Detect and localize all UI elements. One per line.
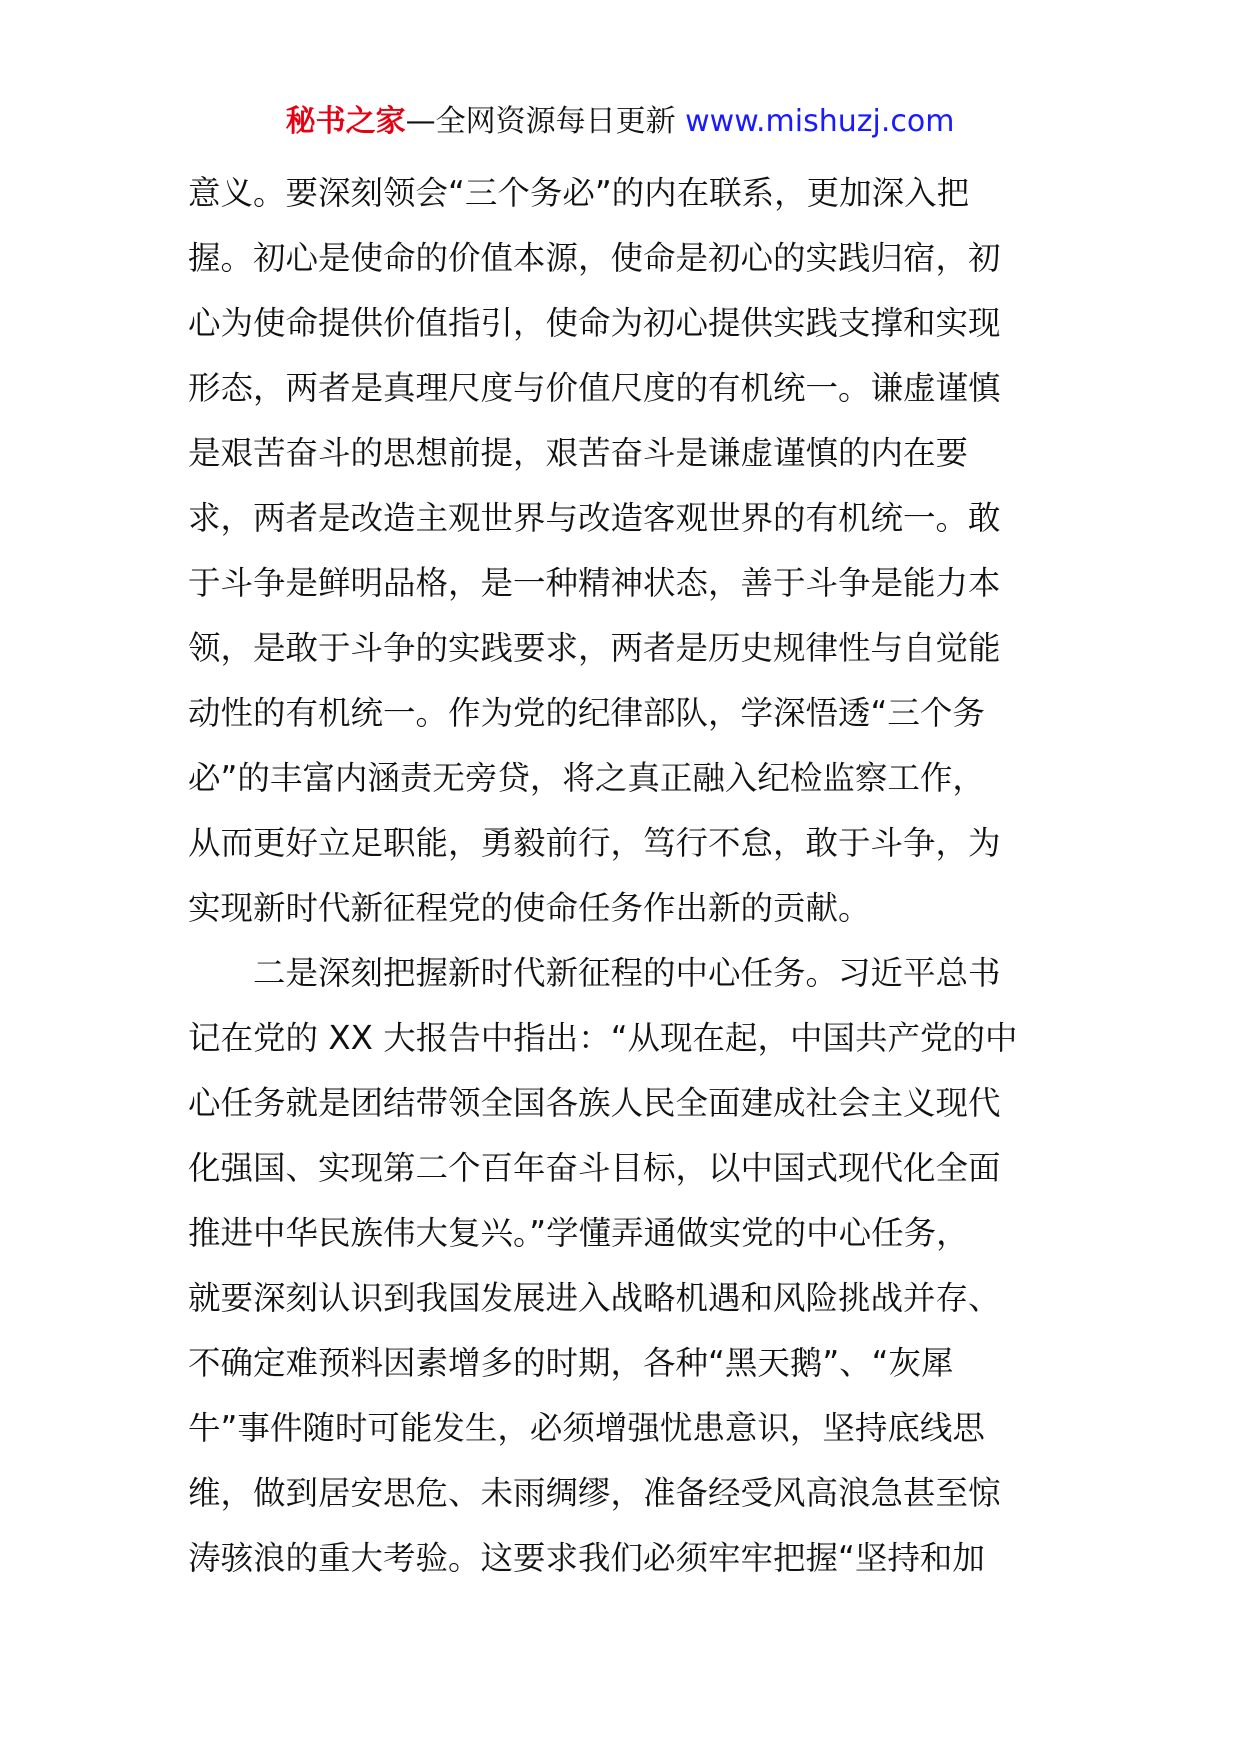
text-line: 涛骇浪的重大考验。这要求我们必须牢牢把握“坚持和加 xyxy=(188,1539,985,1577)
page-header xyxy=(0,100,1240,144)
text-line: 不确定难预料因素增多的时期，各种“黑天鹅”、“灰犀 xyxy=(188,1344,954,1382)
text-line: 是艰苦奋斗的思想前提，艰苦奋斗是谦虚谨慎的内在要 xyxy=(188,434,969,472)
site-tagline: —全网资源每日更新 xyxy=(405,104,686,139)
site-url[interactable]: www.mishuzj.com xyxy=(685,104,955,139)
text-line: 推进中华民族伟大复兴。”学懂弄通做实党的中心任务， xyxy=(188,1214,969,1252)
text-line: 心任务就是团结带领全国各族人民全面建成社会主义现代 xyxy=(188,1084,1001,1122)
text-line: 维，做到居安思危、未雨绸缪，准备经受风高浪急甚至惊 xyxy=(188,1474,1001,1512)
text-line: 化强国、实现第二个百年奋斗目标，以中国式现代化全面 xyxy=(188,1149,1001,1187)
text-line: 于斗争是鲜明品格，是一种精神状态，善于斗争是能力本 xyxy=(188,564,1001,602)
document-body xyxy=(188,161,1058,1591)
text-line: 领，是敢于斗争的实践要求，两者是历史规律性与自觉能 xyxy=(188,629,1001,667)
text-line: 就要深刻认识到我国发展进入战略机遇和风险挑战并存、 xyxy=(188,1279,1001,1317)
text-line: 动性的有机统一。作为党的纪律部队，学深悟透“三个务 xyxy=(188,694,985,732)
text-line: 牛”事件随时可能发生，必须增强忧患意识，坚持底线思 xyxy=(188,1409,985,1447)
site-brand: 秘书之家 xyxy=(285,104,406,139)
text-line: 握。初心是使命的价值本源，使命是初心的实践归宿，初 xyxy=(188,239,1001,277)
text-line: 形态，两者是真理尺度与价值尺度的有机统一。谦虚谨慎 xyxy=(188,369,1001,407)
paragraph-start-line: 二是深刻把握新时代新征程的中心任务。习近平总书 xyxy=(253,954,1001,992)
text-line: 从而更好立足职能，勇毅前行，笃行不怠，敢于斗争，为 xyxy=(188,824,1001,862)
text-line: 实现新时代新征程党的使命任务作出新的贡献。 xyxy=(188,889,871,927)
text-line: 心为使命提供价值指引，使命为初心提供实践支撑和实现 xyxy=(188,304,1001,342)
text-line: 意义。要深刻领会“三个务必”的内在联系，更加深入把 xyxy=(188,174,970,212)
text-line: 必”的丰富内涵责无旁贷，将之真正融入纪检监察工作， xyxy=(188,759,985,797)
text-line: 记在党的 XX 大报告中指出：“从现在起，中国共产党的中 xyxy=(188,1019,1018,1057)
text-line: 求，两者是改造主观世界与改造客观世界的有机统一。敢 xyxy=(188,499,1001,537)
